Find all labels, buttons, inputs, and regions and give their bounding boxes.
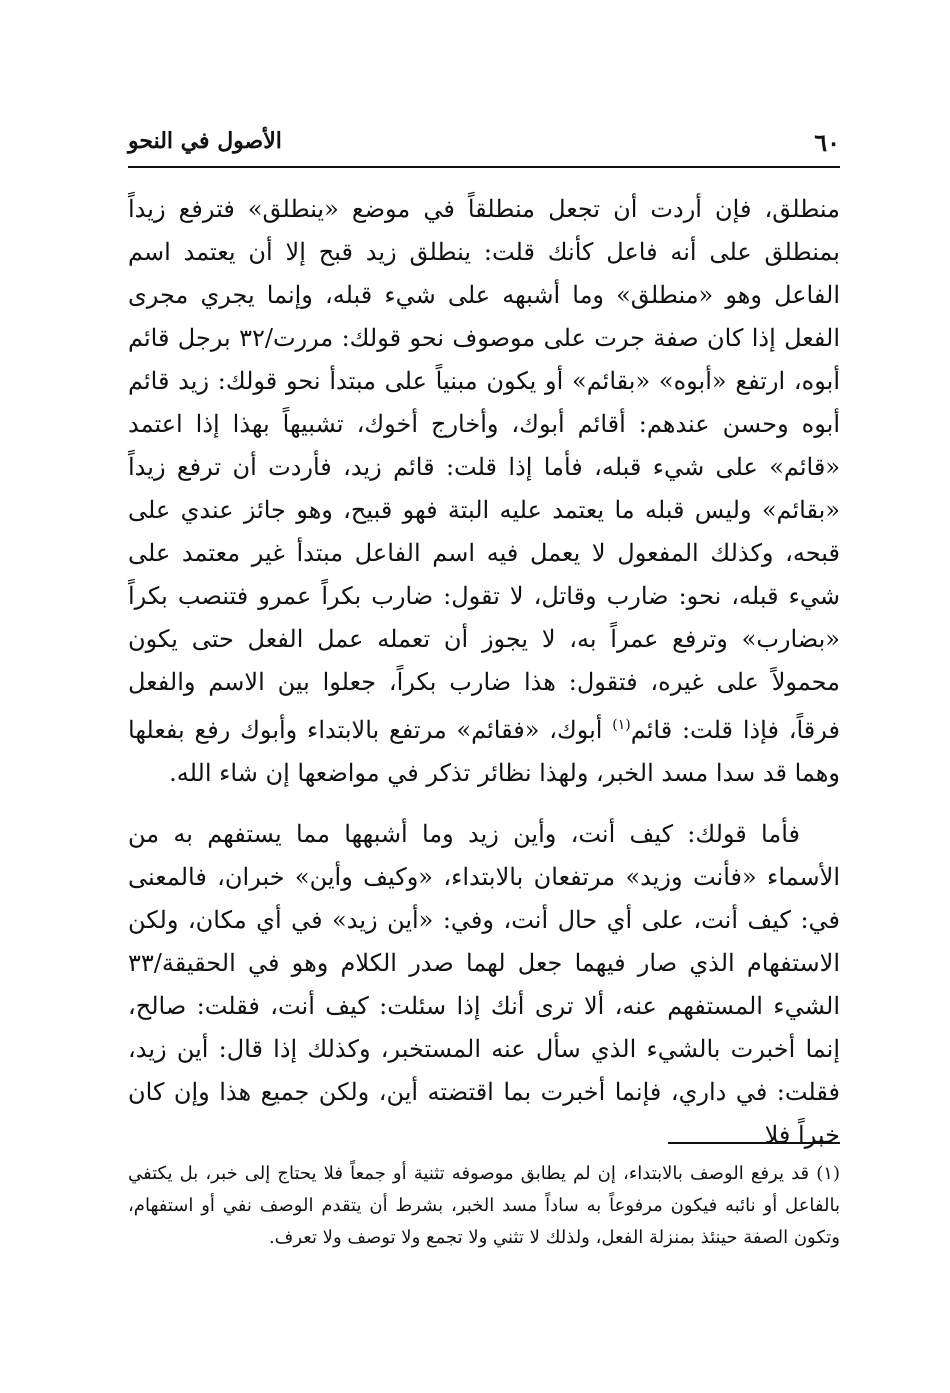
footnotes xyxy=(128,1158,840,1254)
page-header xyxy=(128,128,840,162)
paragraph-2: فأما قولك: كيف أنت، وأين زيد وما أشبهها مما يستفهم به من الأسماء «فأنت وزيد» مرتفعان بالابتداء، «وكيف وأين» خبران، فالمعنى في: كيف أنت، على أي حال أنت، وفي: «أين زيد» في أي مكان، ولكن الاستفهام الذي صار فيهما جعل لهما صدر الكلام وهو في الحقيقة/٣٣ الشيء المستفهم عنه، ألا ترى أنك إذا سئلت: كيف أنت، فقلت: صالح، إنما أخبرت بالشيء الذي سأل عنه المستخبر، وكذلك إذا قال: أين زيد، فقلت: في داري، فإنما أخبرت بما اقتضته أين، ولكن جميع هذا وإن كان خبراً فلا xyxy=(128,820,840,1149)
main-text xyxy=(128,188,840,1157)
footnote-reference-1: (١) xyxy=(612,717,631,733)
running-title: الأصول في النحو xyxy=(128,128,282,154)
page-number: ٦٠ xyxy=(814,128,840,157)
header-divider xyxy=(128,166,840,168)
paragraph-1 xyxy=(128,188,840,795)
footnote-divider xyxy=(668,1142,840,1144)
footnote-1: (١) قد يرفع الوصف بالابتداء، إن لم يطابق موصوفه تثنية أو جمعاً فلا يحتاج إلى خبر، بل يكتفي بالفاعل أو نائبه فيكون مرفوعاً به ساداً مسد الخبر، بشرط أن يتقدم الوصف نفي أو استفهام، وتكون الصفة حينئذ بمنزلة الفعل، ولذلك لا تثني ولا تجمع ولا توصف ولا تعرف. xyxy=(128,1163,840,1248)
paragraph-1-tail: أبوك، «فقائم» مرتفع بالابتداء وأبوك رفع بفعلها وهما قد سدا مسد الخبر، ولهذا نظائر تذكر في مواضعها إن شاء الله. xyxy=(128,716,840,787)
paragraph-1-text: منطلق، فإن أردت أن تجعل منطلقاً في موضع «ينطلق» فترفع زيداً بمنطلق على أنه فاعل كأنك قلت: ينطلق زيد قبح إلا أن يعتمد اسم الفاعل وهو «منطلق» وما أشبهه على شيء قبله، وإنما يجري مجرى الفعل إذا كان صفة جرت على موصوف نحو قولك: مررت/٣٢ برجل قائم أبوه، ارتفع «أبوه» «بقائم» أو يكون مبنياً على مبتدأ نحو قولك: زيد قائم أبوه وحسن عندهم: أقائم أبوك، وأخارج أخوك، تشبيهاً بهذا إذا اعتمد «قائم» على شيء قبله، فأما إذا قلت: قائم زيد، فأردت أن ترفع زيداً «بقائم» وليس قبله ما يعتمد عليه البتة فهو قبيح، وهو جائز عندي على قبحه، وكذلك المفعول لا يعمل فيه اسم الفاعل مبتدأ غير معتمد على شيء قبله، نحو: ضارب وقاتل، لا تقول: ضارب بكراً عمرو فتنصب بكراً «بضارب» وترفع عمراً به، لا يجوز أن تعمله عمل الفعل حتى يكون محمولاً على غيره، فتقول: هذا ضارب بكراً، جعلوا بين الاسم والفعل فرقاً، فإذا قلت: قائم xyxy=(128,195,841,744)
